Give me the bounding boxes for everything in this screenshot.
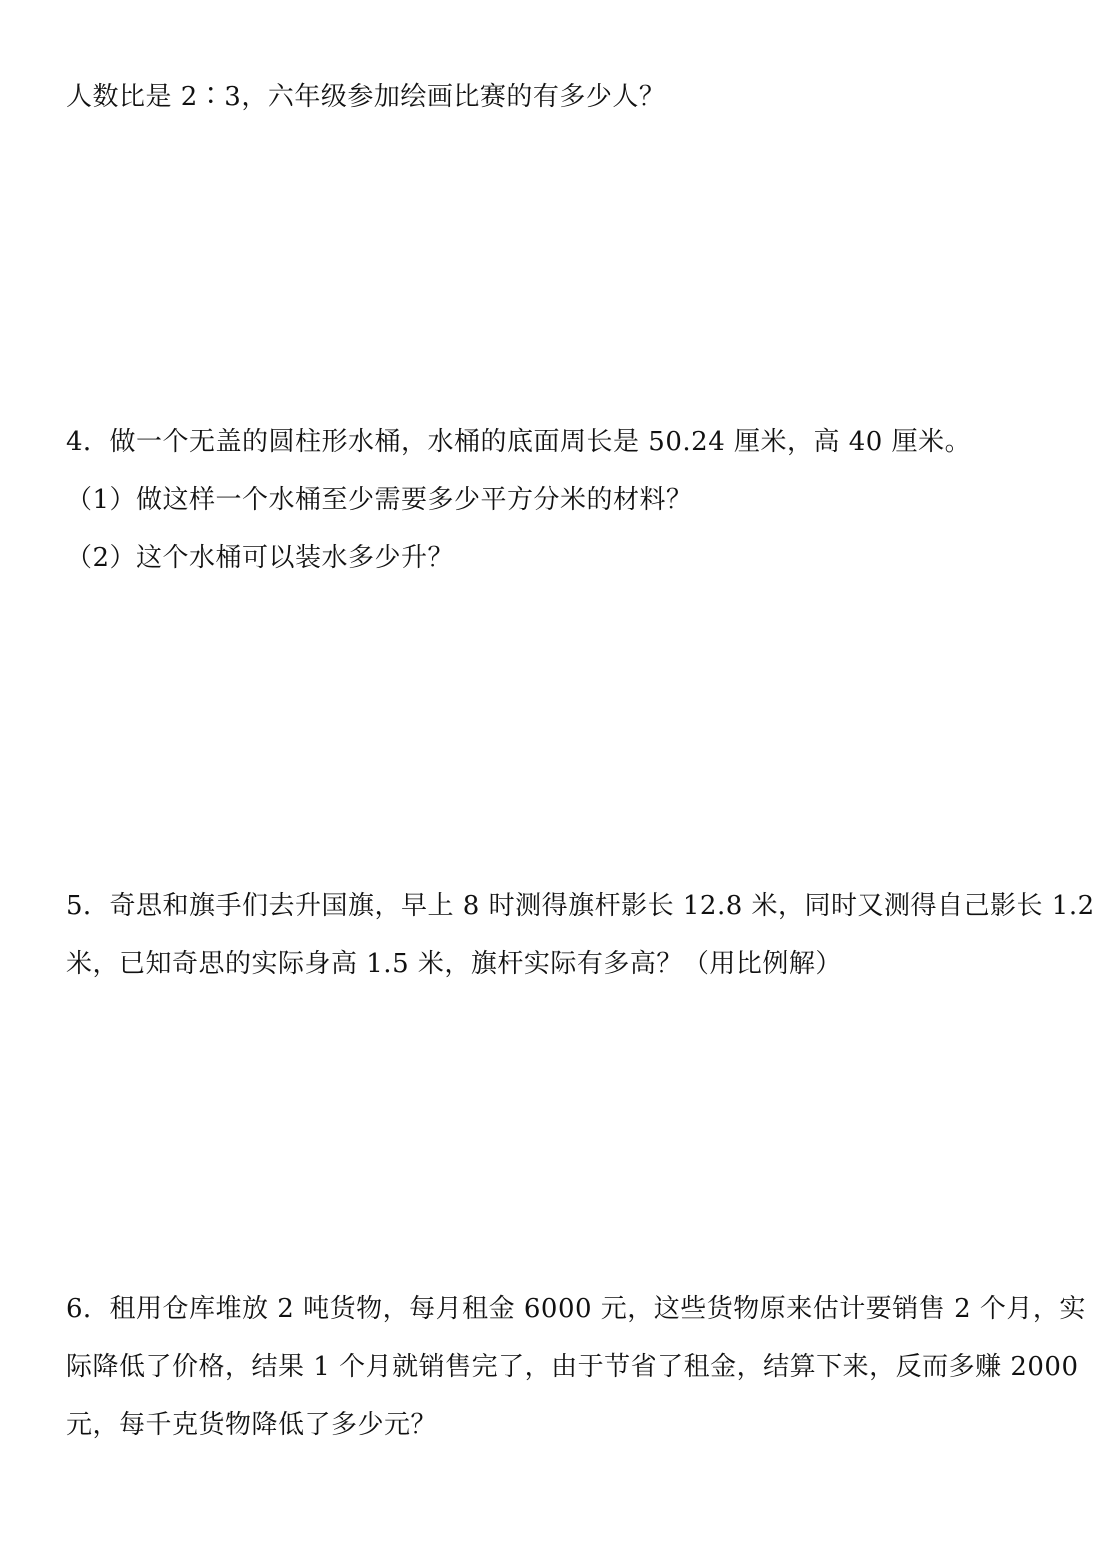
q5-line-1: 5．奇思和旗手们去升国旗，早上 8 时测得旗杆影长 12.8 米，同时又测得自己影长 1.2 <box>66 891 1095 921</box>
q3-line-1: 人数比是 2∶3，六年级参加绘画比赛的有多少人？ <box>66 82 666 112</box>
q5-line-2: 米，已知奇思的实际身高 1.5 米，旗杆实际有多高？（用比例解） <box>66 949 842 979</box>
q6-line-2: 际降低了价格，结果 1 个月就销售完了，由于节省了租金，结算下来，反而多赚 2000 <box>66 1352 1079 1382</box>
q4-line-1: 4．做一个无盖的圆柱形水桶，水桶的底面周长是 50.24 厘米，高 40 厘米。 <box>66 427 972 457</box>
q4-sub-question-2: （2）这个水桶可以装水多少升？ <box>66 543 455 573</box>
q4-sub-question-1: （1）做这样一个水桶至少需要多少平方分米的材料？ <box>66 485 693 515</box>
q6-line-3: 元，每千克货物降低了多少元？ <box>66 1410 438 1440</box>
q6-line-1: 6．租用仓库堆放 2 吨货物，每月租金 6000 元，这些货物原来估计要销售 2 个月，实 <box>66 1294 1086 1324</box>
